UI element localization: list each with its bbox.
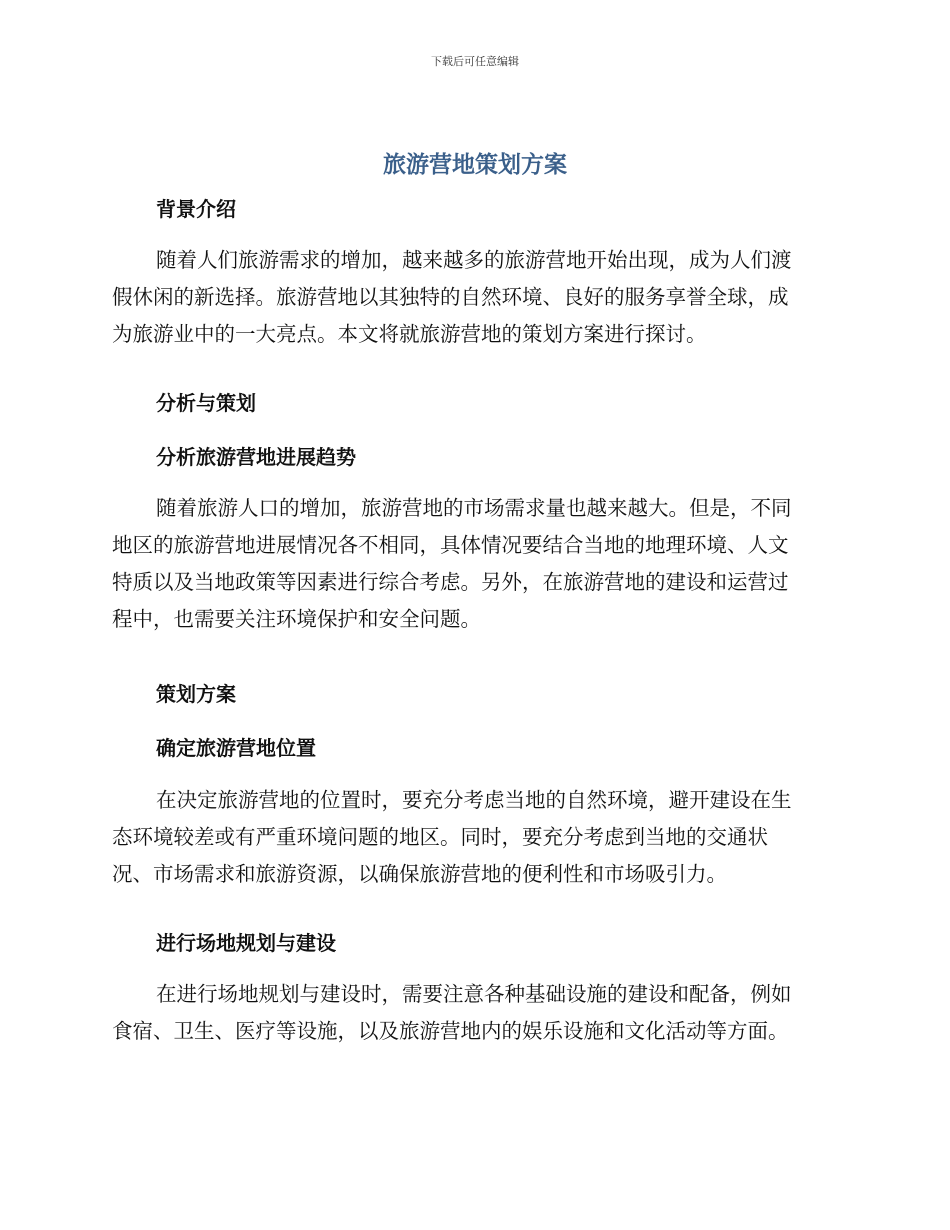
paragraph-line: 在决定旅游营地的位置时，要充分考虑当地的自然环境，避开建设在生 [156, 788, 792, 812]
section-heading-analysis: 分析与策划 [156, 391, 256, 415]
subsection-heading-trend: 分析旅游营地进展趋势 [156, 445, 356, 469]
paragraph-trend [112, 490, 832, 638]
paragraph-line: 在进行场地规划与建设时，需要注意各种基础设施的建设和配备，例如 [156, 982, 792, 1006]
paragraph-line: 态环境较差或有严重环境问题的地区。同时，要充分考虑到当地的交通状 [112, 825, 768, 849]
paragraph-line: 假休闲的新选择。旅游营地以其独特的自然环境、良好的服务享誉全球，成 [112, 285, 789, 309]
paragraph-line: 食宿、卫生、医疗等设施，以及旅游营地内的娱乐设施和文化活动等方面。 [112, 1019, 789, 1043]
paragraph-line: 随着旅游人口的增加，旅游营地的市场需求量也越来越大。但是，不同 [156, 496, 792, 520]
paragraph-location [112, 782, 832, 893]
paragraph-line: 随着人们旅游需求的增加，越来越多的旅游营地开始出现，成为人们渡 [156, 248, 792, 272]
subsection-heading-site: 进行场地规划与建设 [156, 931, 336, 955]
paragraph-line: 况、市场需求和旅游资源，以确保旅游营地的便利性和市场吸引力。 [112, 862, 727, 886]
section-heading-background: 背景介绍 [156, 197, 236, 221]
page-header-note: 下载后可任意编辑 [431, 55, 519, 68]
paragraph-line: 特质以及当地政策等因素进行综合考虑。另外，在旅游营地的建设和运营过 [112, 570, 789, 594]
paragraph-line: 为旅游业中的一大亮点。本文将就旅游营地的策划方案进行探讨。 [112, 322, 707, 346]
document-title: 旅游营地策划方案 [383, 152, 567, 178]
paragraph-background [112, 242, 832, 353]
paragraph-site [112, 976, 832, 1050]
paragraph-line: 地区的旅游营地进展情况各不相同，具体情况要结合当地的地理环境、人文 [112, 533, 789, 557]
section-heading-plan: 策划方案 [156, 682, 236, 706]
paragraph-line: 程中，也需要关注环境保护和安全问题。 [112, 607, 481, 631]
subsection-heading-location: 确定旅游营地位置 [156, 736, 316, 760]
